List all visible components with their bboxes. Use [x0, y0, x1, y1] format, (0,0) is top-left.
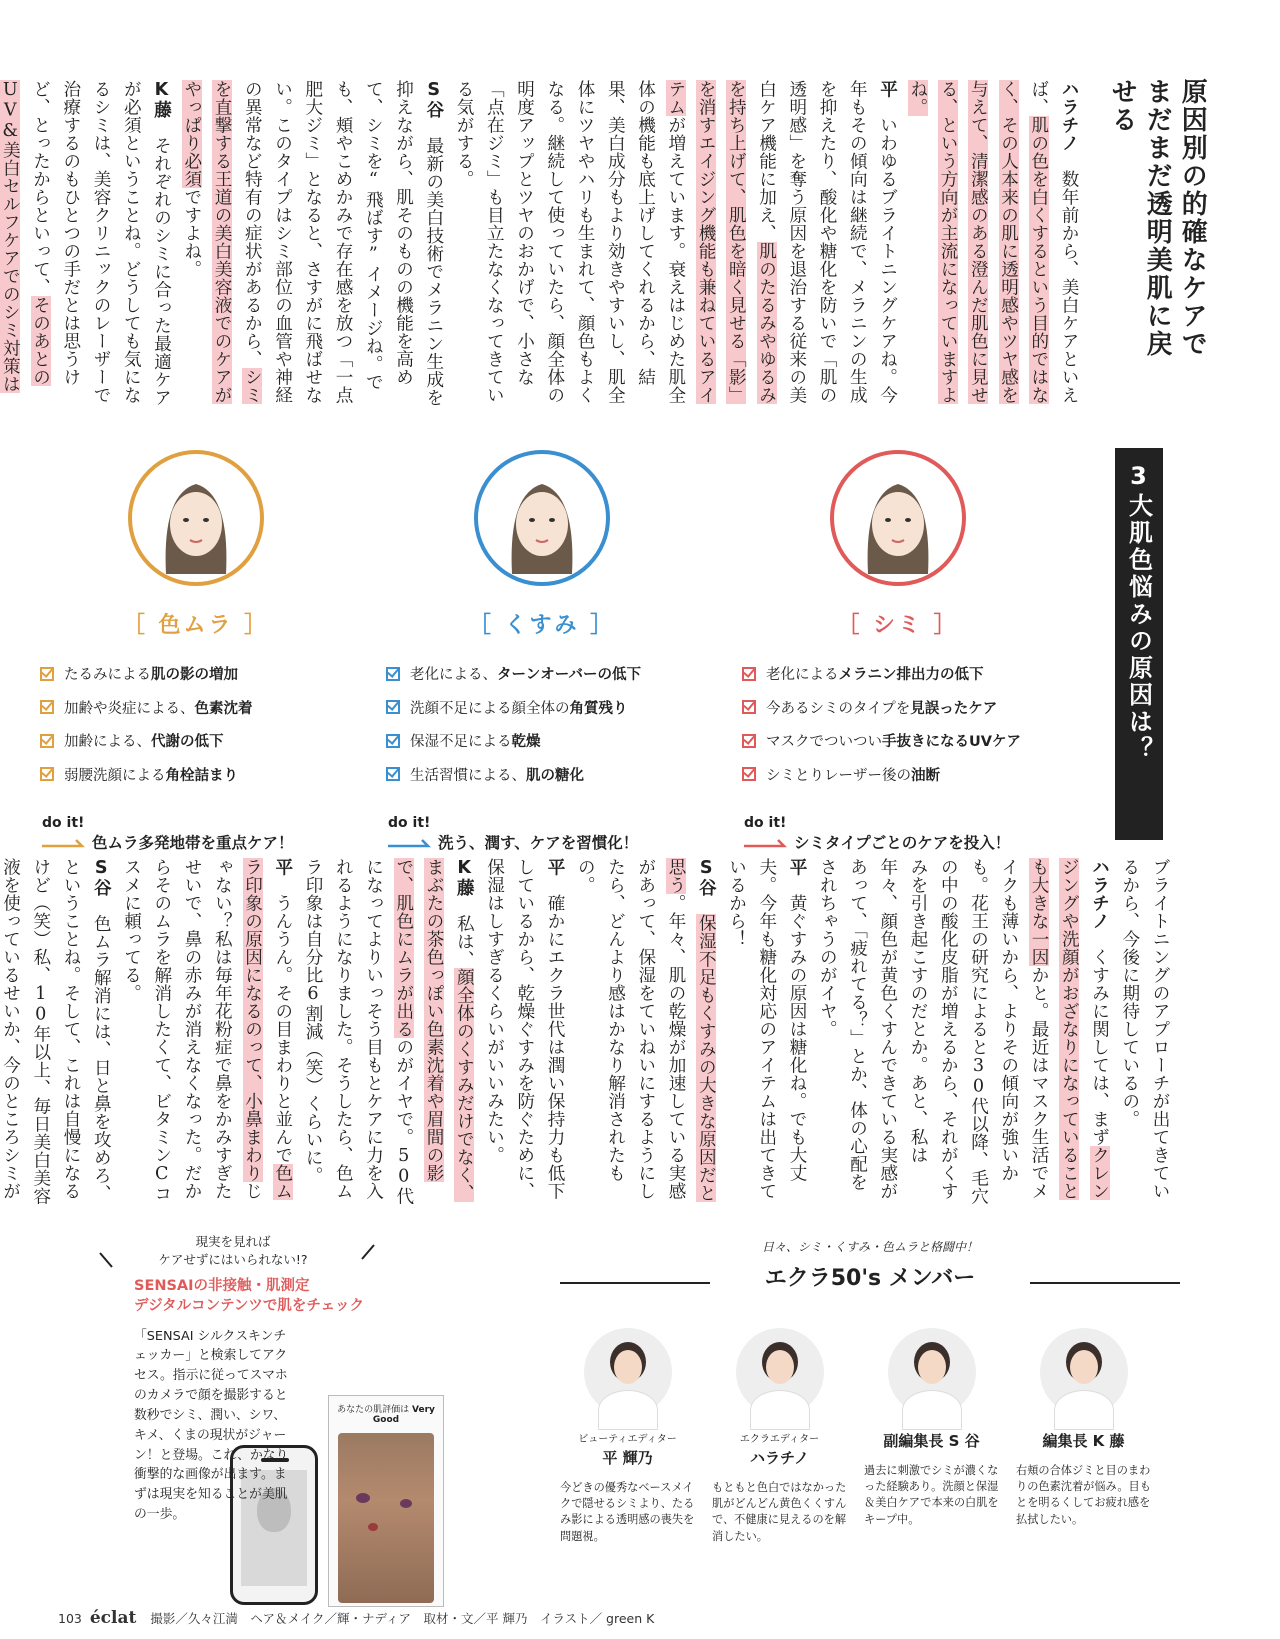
- member-photo: [736, 1328, 824, 1416]
- paragraph: [1115, 858, 1176, 1206]
- face-illustration: [830, 450, 966, 586]
- face-shape: [766, 1350, 794, 1384]
- magazine-logo: éclat: [89, 1608, 137, 1628]
- speaker-name: ハラチノ: [1059, 80, 1079, 152]
- cause-list: [40, 657, 352, 791]
- result-value: Very Good: [372, 1405, 435, 1425]
- cause-keyword: 肌の糖化: [526, 767, 584, 784]
- body-text: 黄ぐすみの原因は糖化ね。でも大丈夫。今年も糖化対応のアイテムは出てきているから！: [726, 858, 807, 1200]
- paragraph: [0, 858, 116, 1206]
- speaker-name: S谷: [696, 858, 717, 897]
- highlight-text: 色ムラ印象の原因になるのって、小鼻まわり: [242, 858, 293, 1200]
- cause-keyword: 乾燥: [511, 734, 541, 751]
- cause-list: [742, 657, 1054, 791]
- body-text: いわゆるブライトニングケアね。今年もその傾向は継続で、メラニンの生成を抑えたり、酸化や糖化を防いで「肌の透明感」を奪う原因を退治する従来の美白ケア機能に加え、: [756, 80, 898, 404]
- column-shimi: [742, 450, 1054, 859]
- member-name: 平 輝乃: [602, 1449, 653, 1467]
- cause-list: [386, 657, 698, 791]
- speaker-name: K藤: [151, 80, 172, 119]
- paragraph: [298, 858, 480, 1206]
- cause-prefix: マスクでついつい: [766, 734, 882, 751]
- do-it-text: 色ムラ多発地帯を重点ケア！: [92, 834, 294, 852]
- member-card: [864, 1328, 999, 1528]
- cause-keyword: 角質残り: [569, 700, 628, 717]
- shoulder-shape: [750, 1390, 810, 1430]
- member-name: ハラチノ: [750, 1449, 809, 1467]
- arrow-icon: [744, 838, 790, 848]
- column-title: ［ くすみ ］: [468, 613, 616, 638]
- member-name: 編集長 K 藤: [1042, 1432, 1125, 1450]
- member-photo: [584, 1328, 672, 1416]
- do-it-text: 洗う、潤す、ケアを習慣化！: [438, 834, 639, 852]
- do-it: [386, 815, 698, 859]
- body-text: 確かにエクラ世代は潤い保持力も低下しているから、乾燥ぐすみを防ぐために、保湿はしすぎるくらいがいいみたい。: [484, 858, 565, 1200]
- do-it: [40, 815, 352, 859]
- cause-keyword: 油断: [911, 767, 940, 784]
- column-title: ［ シミ ］: [837, 613, 959, 638]
- cause-keyword: 代謝の低下: [151, 734, 224, 751]
- accent-stroke-icon: [98, 1251, 118, 1271]
- highlight-text: 肌の色を白くするという目的ではなく、その人本来の肌に透明感やツヤ感を与えて、清潔感のある澄んだ肌色に見せる、という方向が主流になっていますよね。: [907, 80, 1049, 404]
- cause-prefix: 洗顔不足による顔全体の: [410, 700, 570, 717]
- paragraph: [721, 858, 812, 1206]
- face-icon: [834, 454, 962, 582]
- body-text: 。年々、肌の乾燥が加速している実感があって、保湿をていねいにするようにしたら、どんより感はかなり解消されたもの。: [575, 858, 686, 1200]
- promo-title: SENSAIの非接触・肌測定 デジタルコンテンツで肌をチェック: [134, 1278, 364, 1315]
- result-label: あなたの肌評価は: [337, 1405, 410, 1415]
- shoulder-shape: [598, 1390, 658, 1430]
- highlight-text: 肌のたるみやゆるみを持ち上げて、肌色を暗く見せる「影」を消すエイジング機能も兼ねているアイテム: [665, 80, 777, 404]
- checkbox-icon: [742, 667, 756, 681]
- cause-item: [742, 657, 1054, 691]
- cause-prefix: 今あるシミのタイプを: [766, 700, 911, 717]
- body-text: かと。最近はマスク生活でメイクも薄いから、よりその傾向が強いかも。花王の研究によると30代以降、毛穴の中の酸化皮脂が増えるから、それがくすみを引き起こすのだとか。あと、私は年々、顔色が黄色くすんできている実感があって、「疲れてる？」とか、体の心配をされちゃうのがイヤ。: [817, 858, 1049, 1205]
- cause-item: [40, 758, 352, 792]
- cause-item: [742, 724, 1054, 758]
- cause-prefix: シミとりレーザー後の: [766, 767, 911, 784]
- face-shape: [918, 1350, 946, 1384]
- member-description: 今どきの優秀なベースメイクで隠せるシミより、たるみ影による透明感の喪失を問題視。: [560, 1481, 695, 1543]
- checkbox-icon: [742, 700, 756, 714]
- members-title: エクラ50's メンバー: [764, 1266, 976, 1291]
- face-illustration: [474, 450, 610, 586]
- body-text: のがイヤで。50代になってよりいっそう目もとケアに力を入れるようになりました。そうしたら、色ムラ印象は自分比6割減（笑）くらいに。: [303, 858, 414, 1205]
- headline: 原因別の的確なケアでまだまだ透明美肌に戻せる: [1107, 78, 1208, 358]
- cause-keyword: ターンオーバーの低下: [497, 667, 641, 684]
- paragraph: [903, 80, 1085, 410]
- cause-item: [386, 724, 698, 758]
- cause-keyword: 見誤ったケア: [910, 700, 998, 717]
- speaker-name: 平: [545, 858, 565, 876]
- checkbox-icon: [386, 667, 400, 681]
- body-text: ですよね。: [181, 188, 202, 278]
- body-text: 数年前から、美白ケアといえば、: [1028, 80, 1079, 404]
- face-icon: [478, 454, 606, 582]
- cause-prefix: 加齢による、: [64, 734, 151, 751]
- highlight-text: 顔全体のくすみだけでなく、まぶたの茶色っぽい色素沈着や眉間の影で、肌色にムラが出る: [393, 858, 475, 1203]
- accent-stroke-icon: [358, 1243, 378, 1263]
- highlight-text: 保湿不足もくすみの大きな原因だと思う: [666, 858, 717, 1203]
- member-role: ビューティエディター: [578, 1434, 677, 1445]
- checkbox-icon: [386, 767, 400, 781]
- skin-result-card: [328, 1395, 444, 1607]
- do-it: [742, 815, 1054, 859]
- checkbox-icon: [40, 700, 54, 714]
- paragraph: [479, 858, 570, 1206]
- do-it-label: do it!: [388, 815, 431, 831]
- face-icon: [132, 454, 260, 582]
- page-number: 103: [58, 1611, 82, 1626]
- member-card: [1016, 1328, 1151, 1528]
- cause-keyword: 肌の影の増加: [151, 667, 238, 684]
- cause-item: [386, 691, 698, 725]
- checkbox-icon: [742, 734, 756, 748]
- speaker-name: 平: [787, 858, 807, 876]
- face-shape: [1070, 1350, 1098, 1384]
- cause-item: [742, 691, 1054, 725]
- speaker-name: S谷: [423, 80, 444, 119]
- cause-keyword: 手抜きになるUVケア: [882, 734, 1021, 751]
- body-text: 最新の美白技術でメラニン生成を抑えながら、肌そのものの機能を高めて、シミを“飛ばす”イメージね。でも、頬やこめかみで存在感を放つ「一点肥大ジミ」となると、さすがに飛ばせない。このタイプはシミ部位の血管や神経の異常など特有の症状があるから、: [242, 80, 444, 407]
- body-text: ブライトニングのアプローチが出てきているから、今後に期待しているの。: [1119, 858, 1170, 1200]
- body-text: くすみに関しては、まず: [1089, 930, 1110, 1146]
- article-body-top: [0, 80, 1084, 410]
- promo-description: 「SENSAI シルクスキンチェッカー」と検索してアクセス。指示に従ってスマホのカメラで顔を撮影すると数秒でシミ、潤い、シワ、キメ、くまの現状がジャーン！と登場。これ、かなり衝撃的な画像が出ます。まずは現実を知ることが美肌の一歩。: [134, 1328, 289, 1523]
- member-description: 右頬の合体ジミと目のまわりの色素沈着が悩み。目もとを明るくしてお疲れ感を払拭したい。: [1016, 1464, 1151, 1526]
- column-kusumi: [386, 450, 698, 859]
- cause-prefix: 老化による: [766, 667, 839, 684]
- cause-item: [386, 758, 698, 792]
- speaker-name: 平: [272, 858, 293, 876]
- body-text: 色ムラ解消には、日と鼻を攻めろ、ということね。そして、これは自慢になるけど（笑）私、10年以上、毎日美白美容液を使っているせいか、今のところシミが: [0, 858, 112, 1205]
- member-card: [560, 1328, 695, 1545]
- paragraph: [570, 858, 721, 1206]
- cause-item: [386, 657, 698, 691]
- cause-item: [40, 724, 352, 758]
- cause-keyword: 角栓詰まり: [165, 767, 238, 784]
- body-text: が増えています。衰えはじめた肌全体の機能も底上げしてくれるから、結果、美白成分もより効きやすいし、肌全体にツヤやハリも生まれて、顔色もよくなる。継続して使っていたら、顔全体の明度アップとツヤのおかげで、小さな「点在ジミ」も目立たなくなってきている気がする。: [454, 80, 686, 404]
- arrow-icon: [42, 838, 88, 848]
- do-it-label: do it!: [42, 815, 85, 831]
- cause-prefix: 弱腰洗顔による: [64, 767, 166, 784]
- do-it-label: do it!: [744, 815, 787, 831]
- column-title: ［ 色ムラ ］: [122, 613, 270, 638]
- column-iromura: [40, 450, 352, 859]
- checkbox-icon: [386, 700, 400, 714]
- members-subtitle: 日々、シミ・くすみ・色ムラと格闘中！: [761, 1240, 978, 1254]
- member-role: エクラエディター: [739, 1434, 820, 1445]
- section-title-box: [1115, 448, 1163, 840]
- paragraph: [812, 858, 1115, 1206]
- checkbox-icon: [386, 734, 400, 748]
- face-shape: [614, 1350, 642, 1384]
- paragraph: [177, 80, 449, 410]
- divider-right: [1030, 1282, 1180, 1284]
- highlight-text: クレンジングや洗顔がおざなりになっていることも大きな一因: [1029, 858, 1110, 1200]
- cause-keyword: メラニン排出力の低下: [838, 667, 984, 684]
- paragraph: [0, 80, 177, 410]
- arrow-icon: [388, 838, 434, 848]
- member-photo: [888, 1328, 976, 1416]
- section-title: 3大肌色悩みの原因は？: [1124, 462, 1153, 763]
- speaker-name: K藤: [454, 858, 475, 897]
- cause-item: [742, 758, 1054, 792]
- article-body-bottom: [0, 858, 1175, 1206]
- shoulder-shape: [1054, 1390, 1114, 1430]
- speaker-name: S谷: [91, 858, 112, 897]
- cause-prefix: 加齢や炎症による、: [64, 700, 195, 717]
- paragraph: [449, 80, 903, 410]
- cause-prefix: たるみによる: [64, 667, 151, 684]
- result-text: [329, 1402, 443, 1425]
- highlight-text: そのあとのUV&美白セルフケアでのシミ対策は: [0, 80, 51, 393]
- divider-left: [560, 1282, 710, 1284]
- member-name: 副編集長 S 谷: [883, 1432, 980, 1450]
- speaker-name: ハラチノ: [1089, 858, 1110, 930]
- shoulder-shape: [902, 1390, 962, 1430]
- body-text: じゃない？私は毎年花粉症で鼻をかみすぎたせいで、鼻の赤みが消えなくなった。だからそのムラを解消したくて、ビタミンCコスメに頼ってる。: [121, 858, 263, 1203]
- checkbox-icon: [742, 767, 756, 781]
- checkbox-icon: [40, 734, 54, 748]
- member-description: もともと色白ではなかった肌がどんどん黄色くくすんで、不健康に見えるのを解消したい。: [712, 1481, 847, 1543]
- speaker-name: 平: [877, 80, 898, 98]
- face-illustration: [128, 450, 264, 586]
- body-text: うんうん。その目まわりと並んで: [272, 876, 293, 1164]
- spot-marker: [356, 1493, 370, 1503]
- body-text: [696, 896, 716, 914]
- body-text: 私は、: [454, 896, 475, 969]
- credit-text: 撮影／久々江満 ヘア＆メイク／輝・ナディア 取材・文／平 輝乃 イラスト／ green K: [150, 1611, 655, 1626]
- do-it-text: シミタイプごとのケアを投入！: [794, 834, 1011, 852]
- promo-kicker: 現実を見れば ケアせずにはいられない!?: [158, 1234, 308, 1267]
- member-photo: [1040, 1328, 1128, 1416]
- result-face-photo: [338, 1433, 434, 1603]
- spot-marker: [368, 1523, 378, 1531]
- cause-prefix: 老化による、: [410, 667, 497, 684]
- page-credit: [58, 1608, 654, 1628]
- paragraph: [116, 858, 298, 1206]
- cause-keyword: 色素沈着: [194, 700, 253, 717]
- sensai-promo: [86, 1233, 446, 1525]
- body-text: それぞれのシミに合った最適ケアが必須ということね。どうしても気になるシミは、美容クリニックのレーザーで治療するのもひとつの手だとは思うけど、とったからといって、: [30, 80, 172, 407]
- checkbox-icon: [40, 667, 54, 681]
- cause-item: [40, 657, 352, 691]
- member-card: [712, 1328, 847, 1545]
- highlight-text: シミを直撃する王道の美白美容液でのケアがやっぱり必須: [181, 80, 263, 404]
- cause-prefix: 生活習慣による、: [410, 767, 526, 784]
- member-description: 過去に刺激でシミが濃くなった経験あり。洗顔と保湿＆美白ケアで本来の白肌をキープ中。: [864, 1464, 999, 1526]
- checkbox-icon: [40, 767, 54, 781]
- members-section: [560, 1238, 1180, 1543]
- spot-marker: [400, 1499, 412, 1508]
- cause-item: [40, 691, 352, 725]
- cause-prefix: 保湿不足による: [410, 734, 512, 751]
